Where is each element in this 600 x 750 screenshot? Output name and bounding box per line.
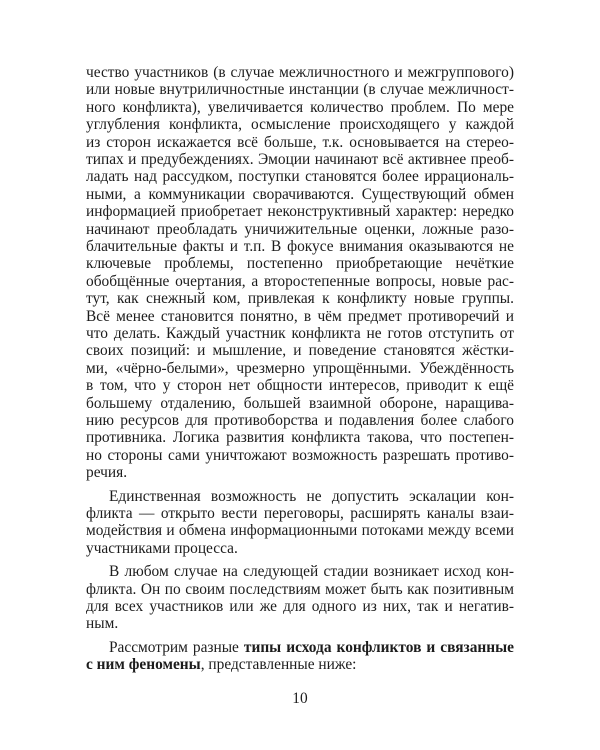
paragraph-line: для всех участников или же для одного из них, так и негатив-: [86, 598, 514, 615]
paragraph-line: нию ресурсов для противоборства и подавления более слабого: [86, 412, 514, 429]
paragraph-line: ладать над рассудком, поступки становятся более иррациональ-: [86, 168, 514, 186]
paragraph-line: информацией приобретает неконструктивный характер: нередко: [86, 203, 514, 221]
paragraph-line: участниками процесса.: [86, 539, 238, 557]
text-run: Рассмотрим разные: [109, 638, 244, 656]
bold-term: с ним феномены: [86, 656, 201, 674]
paragraph-line: в том, что у сторон нет общности интересов, приводит к ещё: [86, 377, 514, 395]
paragraph-line: обобщённые очертания, а второстепенные вопросы, новые рас-: [86, 272, 514, 290]
paragraph-line: В любом случае на следующей стадии возникает исход кон-: [109, 563, 514, 581]
paragraph-line: тут, как снежный ком, привлекая к конфликту новые группы.: [86, 290, 514, 308]
paragraph-line: фликта. Он по своим последствиям может быть как позитивным: [86, 580, 514, 598]
paragraph-line: фликта — открыто вести переговоры, расширять каналы взаи-: [86, 505, 514, 522]
paragraph-line-mixed: [86, 656, 514, 673]
paragraph-line: Всё менее становится понятно, в чём предмет противоречий и: [86, 307, 514, 325]
paragraph-line: углубления конфликта, осмысление происходящего у каждой: [86, 116, 514, 134]
paragraph-line: большему отдалению, большей взаимной обороне, наращива-: [86, 394, 514, 412]
page-number: 10: [292, 690, 308, 707]
paragraph-line: блачительные факты и т.п. В фокусе внимания оказываются не: [86, 238, 514, 255]
paragraph-line: что делать. Каждый участник конфликта не готов отступить от: [86, 325, 514, 342]
paragraph-line: но стороны сами уничтожают возможность разрешать противо-: [86, 446, 514, 464]
paragraph-line: ного конфликта), увеличивается количество проблем. По мере: [86, 98, 514, 116]
bold-term: типы исхода конфликтов и связанные: [243, 638, 514, 656]
paragraph-line: чество участников (в случае межличностного и межгруппового): [86, 64, 514, 81]
paragraph-line: своих позиций: и мышление, и поведение становятся жёстки-: [86, 342, 514, 360]
paragraph-line: модействия и обмена информационными потоками между всеми: [86, 522, 514, 540]
paragraph-line: противника. Логика развития конфликта такова, что постепен-: [86, 429, 514, 447]
paragraph-line: ми, «чёрно-белыми», чрезмерно упрощёнными. Убеждённость: [86, 359, 514, 377]
paragraph-line: речия.: [86, 464, 128, 482]
text-run: , представленные ниже:: [200, 656, 357, 674]
paragraph-line: или новые внутриличностные инстанции (в случае межличност-: [86, 81, 514, 99]
paragraph-line: ными, а коммуникации сворачиваются. Существующий обмен: [86, 185, 514, 203]
paragraph-line: ным.: [86, 615, 119, 633]
paragraph-line: из сторон искажается всё больше, т.к. основывается на стерео-: [86, 133, 514, 151]
paragraph-line-mixed: [109, 639, 514, 656]
paragraph-line: Единственная возможность не допустить эскалации кон-: [109, 487, 514, 505]
paragraph-line: начинают преобладать уничижительные оценки, ложные разо-: [86, 220, 514, 238]
paragraph-line: типах и предубеждениях. Эмоции начинают всё активнее преоб-: [86, 151, 514, 168]
paragraph-line: ключевые проблемы, постепенно приобретающие нечёткие: [86, 255, 514, 273]
